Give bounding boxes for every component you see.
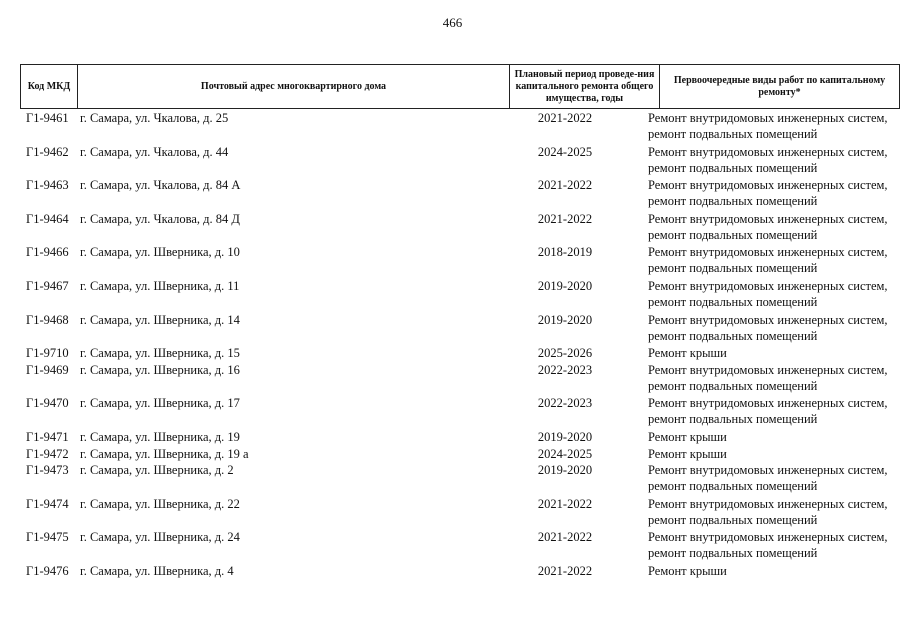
cell-address: г. Самара, ул. Шверника, д. 2 — [80, 463, 234, 478]
header-address: Почтовый адрес многоквартирного дома — [78, 65, 510, 109]
cell-code: Г1-9470 — [26, 396, 69, 411]
cell-works — [648, 446, 903, 462]
cell-period: 2024-2025 — [537, 144, 593, 159]
cell-period: 2019-2020 — [537, 279, 593, 293]
cell-works — [648, 345, 903, 361]
cell-period: 2022-2023 — [537, 396, 593, 411]
cell-code: Г1-9474 — [26, 496, 69, 511]
cell-period: 2019-2020 — [537, 463, 593, 478]
cell-address: г. Самара, ул. Шверника, д. 14 — [80, 312, 240, 327]
works-line: Ремонт внутридомовых инженерных систем, — [648, 211, 888, 226]
works-line: Ремонт крыши — [648, 346, 727, 361]
cell-address: г. Самара, ул. Шверника, д. 4 — [80, 564, 234, 578]
cell-code: Г1-9469 — [26, 362, 69, 377]
cell-period: 2018-2019 — [537, 245, 593, 260]
cell-works — [648, 395, 903, 427]
cell-works — [648, 312, 903, 344]
cell-address: г. Самара, ул. Чкалова, д. 84 Д — [80, 211, 240, 226]
page-number: 466 — [442, 15, 463, 30]
cell-code: Г1-9464 — [26, 211, 69, 226]
cell-address: г. Самара, ул. Шверника, д. 10 — [80, 245, 240, 260]
works-line: ремонт подвальных помещений — [648, 412, 818, 427]
cell-works — [648, 278, 903, 310]
works-line: Ремонт крыши — [648, 446, 727, 461]
cell-code: Г1-9461 — [26, 111, 69, 125]
works-line: Ремонт внутридомовых инженерных систем, — [648, 463, 888, 478]
works-line: Ремонт внутридомовых инженерных систем, — [648, 496, 888, 511]
cell-works — [648, 144, 903, 176]
cell-code: Г1-9462 — [26, 144, 69, 159]
cell-period: 2021-2022 — [537, 496, 593, 511]
works-line: Ремонт крыши — [648, 430, 727, 444]
cell-address: г. Самара, ул. Чкалова, д. 84 А — [80, 178, 241, 193]
cell-period: 2021-2022 — [537, 111, 593, 125]
cell-code: Г1-9476 — [26, 564, 69, 578]
works-line: ремонт подвальных помещений — [648, 227, 818, 242]
cell-period: 2021-2022 — [537, 211, 593, 226]
works-line: Ремонт внутридомовых инженерных систем, — [648, 530, 888, 545]
cell-code: Г1-9475 — [26, 530, 69, 545]
works-line: Ремонт внутридомовых инженерных систем, — [648, 245, 888, 260]
cell-works — [648, 177, 903, 209]
cell-code: Г1-9463 — [26, 178, 69, 193]
works-line: Ремонт крыши — [648, 564, 727, 578]
cell-address: г. Самара, ул. Чкалова, д. 25 — [80, 111, 229, 125]
cell-period: 2021-2022 — [537, 564, 593, 578]
cell-code: Г1-9466 — [26, 245, 69, 260]
cell-address: г. Самара, ул. Шверника, д. 19 — [80, 430, 240, 444]
cell-works — [648, 529, 903, 561]
cell-period: 2021-2022 — [537, 530, 593, 545]
cell-period: 2024-2025 — [537, 446, 593, 461]
works-line: Ремонт внутридомовых инженерных систем, — [648, 279, 888, 293]
cell-works — [648, 244, 903, 276]
works-line: ремонт подвальных помещений — [648, 295, 818, 309]
cell-works — [648, 110, 903, 142]
cell-address: г. Самара, ул. Чкалова, д. 44 — [80, 144, 229, 159]
cell-address: г. Самара, ул. Шверника, д. 15 — [80, 346, 240, 361]
works-line: ремонт подвальных помещений — [648, 479, 818, 494]
cell-address: г. Самара, ул. Шверника, д. 24 — [80, 530, 240, 545]
cell-works — [648, 563, 903, 579]
works-line: Ремонт внутридомовых инженерных систем, — [648, 312, 888, 327]
cell-address: г. Самара, ул. Шверника, д. 22 — [80, 496, 240, 511]
works-line: Ремонт внутридомовых инженерных систем, — [648, 111, 888, 125]
cell-code: Г1-9472 — [26, 446, 69, 461]
works-line: ремонт подвальных помещений — [648, 261, 818, 276]
cell-period: 2022-2023 — [537, 362, 593, 377]
cell-works — [648, 429, 903, 445]
works-line: ремонт подвальных помещений — [648, 512, 818, 527]
cell-address: г. Самара, ул. Шверника, д. 11 — [80, 279, 240, 293]
cell-works — [648, 462, 903, 494]
cell-code: Г1-9467 — [26, 279, 69, 293]
header-period: Плановый период проведе-ния капитального ремонта общего имущества, годы — [510, 65, 660, 109]
works-line: ремонт подвальных помещений — [648, 160, 818, 175]
cell-period: 2019-2020 — [537, 430, 593, 444]
works-line: ремонт подвальных помещений — [648, 127, 818, 141]
works-line: ремонт подвальных помещений — [648, 194, 818, 209]
cell-works — [648, 496, 903, 528]
cell-code: Г1-9471 — [26, 430, 69, 444]
cell-address: г. Самара, ул. Шверника, д. 17 — [80, 396, 240, 411]
cell-code: Г1-9710 — [26, 346, 69, 361]
works-line: Ремонт внутридомовых инженерных систем, — [648, 144, 888, 159]
cell-period: 2025-2026 — [537, 346, 593, 361]
cell-period: 2021-2022 — [537, 178, 593, 193]
cell-address: г. Самара, ул. Шверника, д. 19 а — [80, 446, 249, 461]
works-line: ремонт подвальных помещений — [648, 378, 818, 393]
works-line: Ремонт внутридомовых инженерных систем, — [648, 178, 888, 193]
cell-works — [648, 362, 903, 394]
works-line: Ремонт внутридомовых инженерных систем, — [648, 396, 888, 411]
header-code: Код МКД — [21, 65, 78, 109]
cell-code: Г1-9473 — [26, 463, 69, 478]
cell-works — [648, 211, 903, 243]
cell-code: Г1-9468 — [26, 312, 69, 327]
works-line: ремонт подвальных помещений — [648, 328, 818, 343]
works-line: Ремонт внутридомовых инженерных систем, — [648, 362, 888, 377]
header-works: Первоочередные виды работ по капитальному ремонту* — [660, 65, 900, 109]
cell-period: 2019-2020 — [537, 312, 593, 327]
cell-address: г. Самара, ул. Шверника, д. 16 — [80, 362, 240, 377]
works-line: ремонт подвальных помещений — [648, 546, 818, 561]
